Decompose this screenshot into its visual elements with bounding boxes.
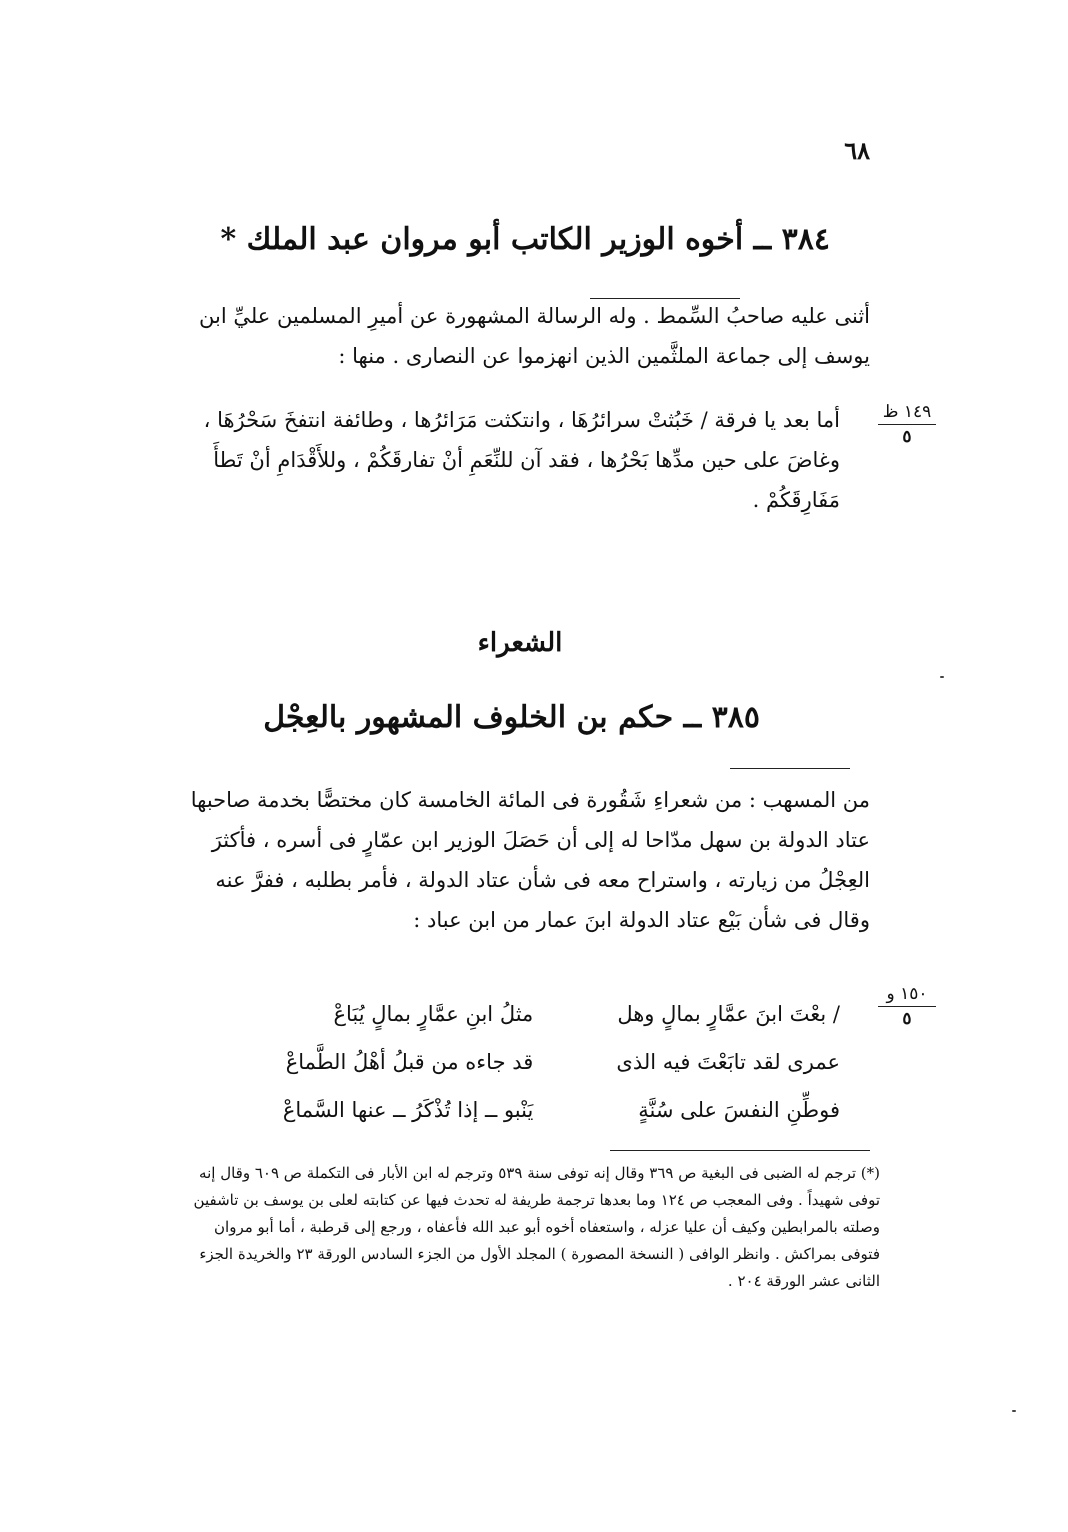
overline-mark [730,768,850,769]
folio-divider [878,1006,936,1007]
scan-speck [1012,1410,1016,1412]
manuscript-folio-marker-150 [872,984,942,1029]
line-reference: ٥ [902,1009,912,1029]
section-heading: الشعراء [477,628,563,658]
scan-speck [940,676,944,678]
verse-line [200,1040,840,1084]
verse-line [200,992,840,1036]
verse-second-hemistich: يَنْبو ــ إذا تُذْكَرُ ــ عنها السَّماعْ [282,1098,534,1122]
verse-second-hemistich: مثلُ ابنِ عمَّارٍ بمالٍ يُبَاعْ [333,1002,534,1026]
entry-384-paragraph-2: أما بعد يا فرقة / خَبُثتْ سرائرُهَا ، وانتكثت مَرَائرُها ، وطائفة انتفخَ سَحْرُهَا ، وغاضَ على حين مدِّها بَحْرُها ، فقد آن للنِّعَمِ أنْ تفارقَكُمْ ، وللأَقْدَامِ أنْ تَطأَ مَفَارِقَكُمْ . [203,408,840,512]
verse-second-hemistich: قد جاءه من قبلُ أهْلُ الطَّماعْ [285,1050,534,1074]
manuscript-folio-marker-149 [872,402,942,447]
verse-first-hemistich: / بعْتَ ابنَ عمَّارٍ بمالٍ وهل [617,1002,840,1026]
entry-384-paragraph-1: أثنى عليه صاحبُ السِّمط . وله الرسالة المشهورة عن أميرِ المسلمين عليِّ ابن يوسف إلى جماعة الملثَّمين الذين انهزموا عن النصارى . منها : [199,304,870,368]
folio-reference: ١٤٩ ظ [882,402,932,422]
verse-line [200,1088,840,1132]
footnote: (*) ترجم له الضبى فى البغية ص ٣٦٩ وقال إنه توفى سنة ٥٣٩ وترجم له ابن الأبار فى التكملة ص ٦٠٩ وقال إنه توفى شهيداً . وفى المعجب ص ١٢٤ وما بعدها ترجمة طريفة له تحدث فيها عن كتابته لعلى بن يوسف بن تاشفين وصلته بالمرابطين وكيف أن عليا عزله ، واستعفاه أخوه أبو عبد الله فأعفاه ، ورجع إلى قرطبة ، أما أبو مروان فتوفى بمراكش . وانظر الوافى ( النسخة المصورة ) المجلد الأول من الجزء السادس الورقة ٢٣ والخريدة الجزء الثانى عشر الورقة ٢٠٤ . [193,1164,880,1290]
folio-reference: ١٥٠ و [886,984,928,1004]
verse-first-hemistich: عمرى لقد تابَعْتَ فيه الذى [616,1050,840,1074]
line-reference: ٥ [902,427,912,447]
entry-385-title: ٣٨٥ ــ حكم بن الخلوف المشهور بالعِجْل [263,700,760,735]
verse-first-hemistich: فوطِّنِ النفسَ على سُنَّةٍ [638,1098,840,1122]
page-number: ٦٨ [844,136,870,165]
footnote-separator [610,1150,870,1151]
entry-384-title: ٣٨٤ ــ أخوه الوزير الكاتب أبو مروان عبد الملك * [220,222,830,257]
folio-divider [878,424,936,425]
entry-385-paragraph: من المسهب : من شعراءِ شَقُورة فى المائة الخامسة كان مختصًّا بخدمة صاحبها عتاد الدولة بن سهل مدّاحا له إلى أن حَصَلَ الوزير ابن عمّارٍ فى أسره ، فأكثرَ العِجْلُ من زيارته ، واستراح معه فى شأن عتاد الدولة ، فأمر بطلبه ، ففرَّ عنه وقال فى شأن بَيْع عتاد الدولة ابنَ عمار من ابن عباد : [190,788,870,932]
